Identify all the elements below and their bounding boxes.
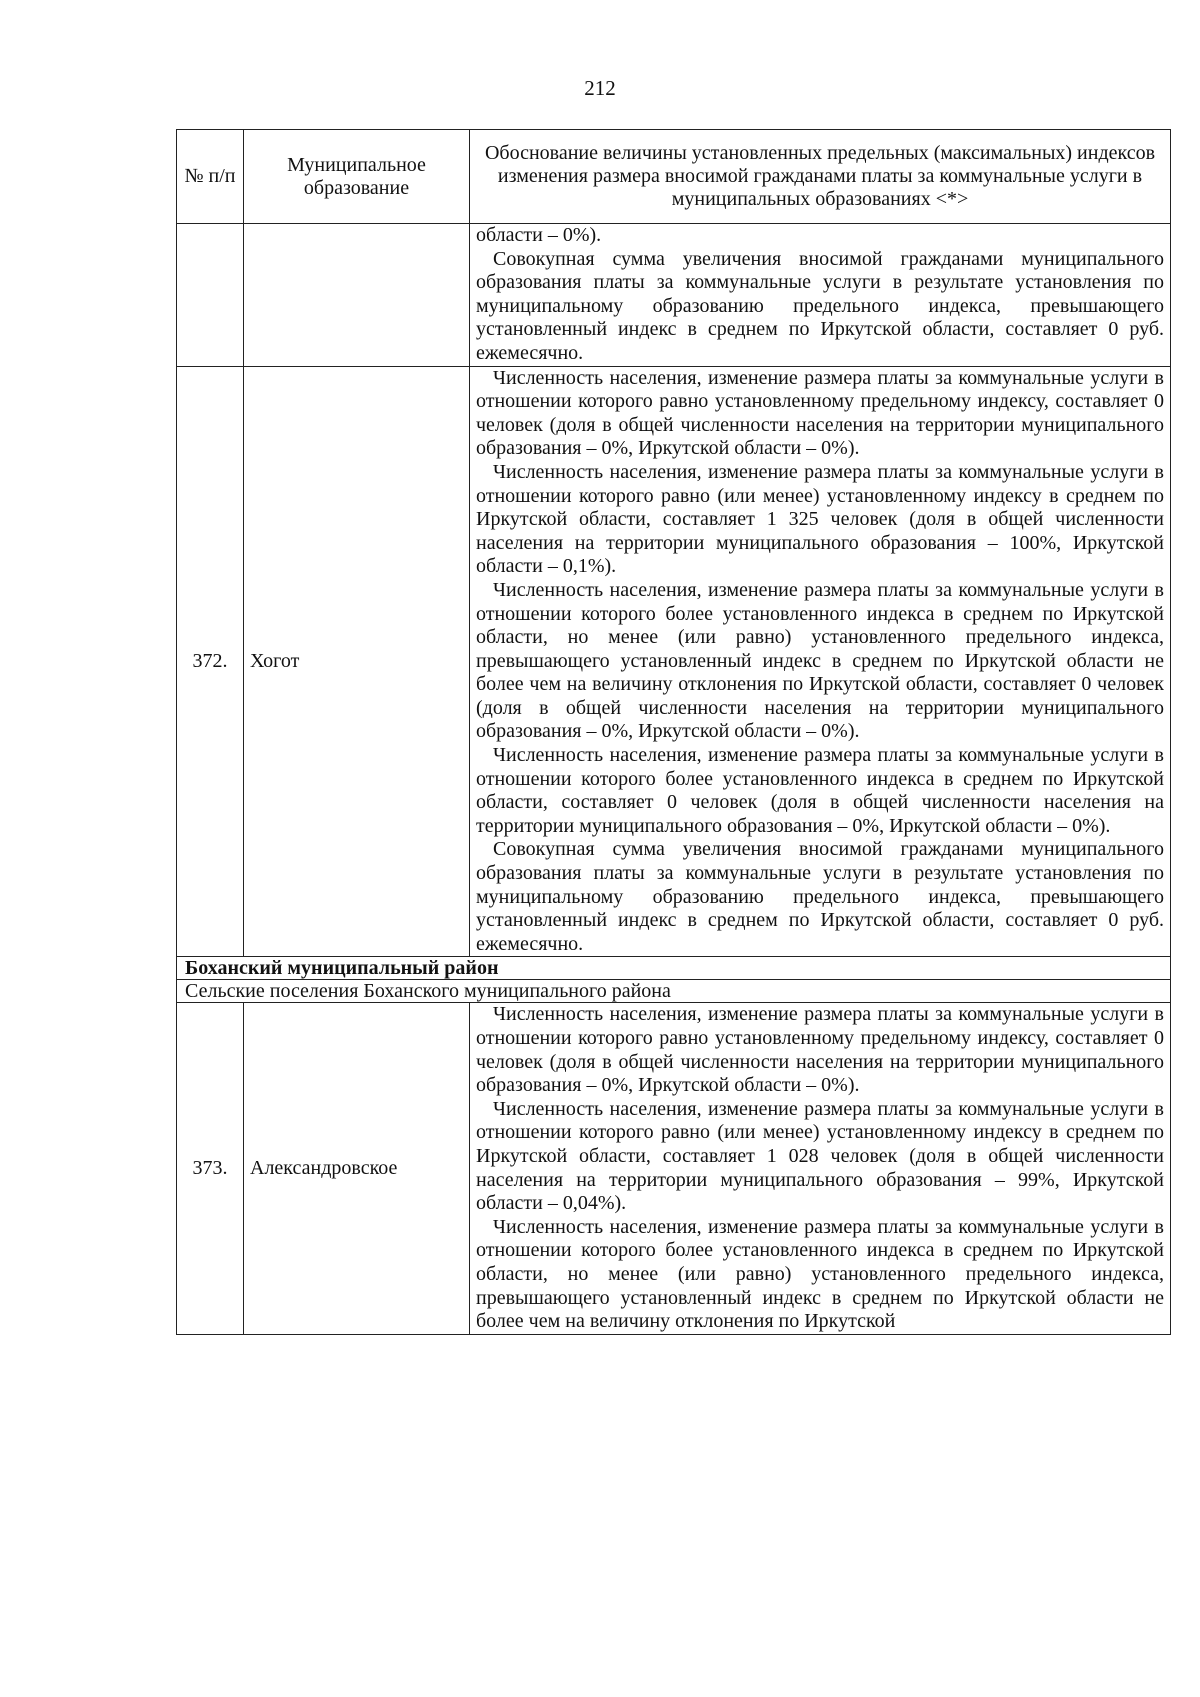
continuation-paragraph: Совокупная сумма увеличения вносимой гражданами муниципального образования платы за коммунальные услуги в результате установления по муниципальному образованию предельного индекса, превышающего установленный индекс в среднем по Иркутской области, составляет 0 руб. ежемесячно. xyxy=(476,247,1164,364)
table-header-row xyxy=(177,130,1171,224)
header-num: № п/п xyxy=(177,130,244,224)
municipality-name: Хогот xyxy=(244,366,470,957)
justification-paragraph: Численность населения, изменение размера платы за коммунальные услуги в отношении которого равно (или менее) установленному индексу в среднем по Иркутской области, составляет 1 325 человек (доля в общей численности населения на территории муниципального образования – 100%, Иркутской области – 0,1%). xyxy=(476,460,1164,578)
table-row-373 xyxy=(177,1003,1171,1334)
justification-paragraph: Численность населения, изменение размера платы за коммунальные услуги в отношении которого равно (или менее) установленному индексу в среднем по Иркутской области, составляет 1 028 человек (доля в общей численности населения на территории муниципального образования – 99%, Иркутской области – 0,04%). xyxy=(476,1097,1164,1215)
header-justification: Обоснование величины установленных предельных (максимальных) индексов изменения размера вносимой гражданами платы за коммунальные услуги в муниципальных образованиях <*> xyxy=(470,130,1171,224)
justification-paragraph: Численность населения, изменение размера платы за коммунальные услуги в отношении которого более установленного индекса в среднем по Иркутской области, но менее (или равно) установленного предельного индекса, превышающего установленный индекс в среднем по Иркутской области не более чем на величину отклонения по Иркутской области, составляет 0 человек (доля в общей численности населения на территории муниципального образования – 0%, Иркутской области – 0%). xyxy=(476,578,1164,743)
continuation-name xyxy=(244,224,470,367)
continuation-num xyxy=(177,224,244,367)
municipality-name: Александровское xyxy=(244,1003,470,1334)
continuation-text xyxy=(470,224,1171,367)
table-row-372 xyxy=(177,366,1171,957)
district-row xyxy=(177,957,1171,980)
justification-paragraph: Численность населения, изменение размера платы за коммунальные услуги в отношении которого равно установленному предельному индексу, составляет 0 человек (доля в общей численности населения на территории муниципального образования – 0%, Иркутской области – 0%). xyxy=(476,366,1164,460)
continuation-paragraph: области – 0%). xyxy=(476,224,602,246)
page-number: 212 xyxy=(584,76,616,100)
tariff-index-table xyxy=(176,129,1171,1335)
subsection-title: Сельские поселения Боханского муниципального района xyxy=(177,980,1171,1003)
justification-paragraph: Совокупная сумма увеличения вносимой гражданами муниципального образования платы за коммунальные услуги в результате установления по муниципальному образованию предельного индекса, превышающего установленный индекс в среднем по Иркутской области, составляет 0 руб. ежемесячно. xyxy=(476,838,1164,955)
row-number: 372. xyxy=(177,366,244,957)
header-municipality: Муниципальное образование xyxy=(244,130,470,224)
justification-paragraph: Численность населения, изменение размера платы за коммунальные услуги в отношении которого более установленного индекса в среднем по Иркутской области, но менее (или равно) установленного предельного индекса, превышающего установленный индекс в среднем по Иркутской области не более чем на величину отклонения по Иркутской xyxy=(476,1215,1164,1333)
justification-text xyxy=(470,366,1171,957)
justification-text xyxy=(470,1003,1171,1334)
district-title: Боханский муниципальный район xyxy=(177,957,1171,980)
justification-paragraph: Численность населения, изменение размера платы за коммунальные услуги в отношении которого равно установленному предельному индексу, составляет 0 человек (доля в общей численности населения на территории муниципального образования – 0%, Иркутской области – 0%). xyxy=(476,1003,1164,1097)
subsection-row xyxy=(177,980,1171,1003)
continuation-row xyxy=(177,224,1171,367)
row-number: 373. xyxy=(177,1003,244,1334)
justification-paragraph: Численность населения, изменение размера платы за коммунальные услуги в отношении которого более установленного индекса в среднем по Иркутской области, составляет 0 человек (доля в общей численности населения на территории муниципального образования – 0%, Иркутской области – 0%). xyxy=(476,744,1164,837)
